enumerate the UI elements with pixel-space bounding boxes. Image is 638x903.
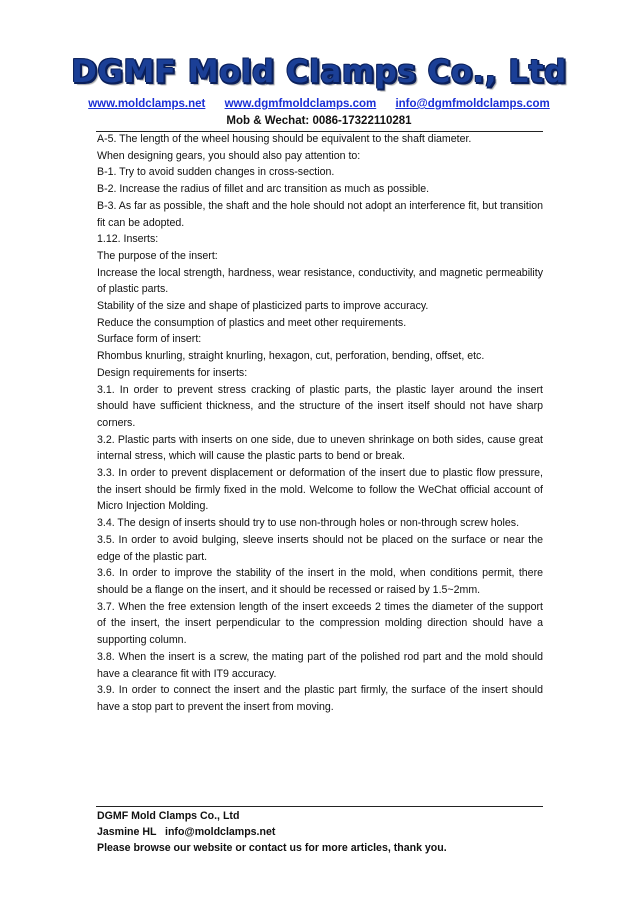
- email-link-info[interactable]: info@dgmfmoldclamps.com: [395, 98, 550, 110]
- page-footer: [97, 808, 543, 857]
- website-link-dgmfmoldclamps[interactable]: www.dgmfmoldclamps.com: [224, 98, 377, 110]
- article-body: [97, 131, 543, 716]
- footer-contact: [97, 824, 543, 840]
- paragraph: Increase the local strength, hardness, wear resistance, conductivity, and magnetic permeability of plastic parts.: [97, 266, 543, 296]
- footer-contact-name: Jasmine HL: [97, 826, 157, 839]
- paragraph: The purpose of the insert:: [97, 249, 218, 262]
- paragraph: 3.4. The design of inserts should try to use non-through holes or non-through screw holes.: [97, 517, 520, 530]
- footer-company: DGMF Mold Clamps Co., Ltd: [97, 810, 240, 822]
- paragraph: 3.5. In order to avoid bulging, sleeve inserts should not be placed on the surface or near the edge of the plastic part.: [97, 533, 543, 563]
- paragraph: 3.6. In order to improve the stability of the insert in the mold, when conditions permit, there should be a flange on the insert, and it should be recessed or raised by 1.5~2mm.: [97, 567, 543, 596]
- paragraph: 3.2. Plastic parts with inserts on one side, due to uneven shrinkage on both sides, cause great internal stress, which will cause the plastic parts to bend or break.: [97, 433, 543, 463]
- footer-contact-email: info@moldclamps.net: [165, 826, 276, 839]
- mob-wechat-line: Mob & Wechat: 0086-17322110281: [226, 115, 412, 127]
- paragraph: Design requirements for inserts:: [97, 366, 248, 379]
- paragraph: 3.8. When the insert is a screw, the mating part of the polished rod part and the mold should have a clearance fit with IT9 accuracy.: [97, 650, 543, 680]
- company-logo: DGMF Mold Clamps Co., Ltd: [71, 54, 567, 90]
- paragraph: Rhombus knurling, straight knurling, hexagon, cut, perforation, bending, offset, etc.: [97, 350, 485, 363]
- paragraph: B-3. As far as possible, the shaft and the hole should not adopt an interference fit, but transition fit can be adopted.: [97, 199, 543, 229]
- paragraph: 3.9. In order to connect the insert and the plastic part firmly, the surface of the insert should have a stop part to prevent the insert from moving.: [97, 684, 543, 713]
- paragraph: A-5. The length of the wheel housing should be equivalent to the shaft diameter.: [97, 133, 472, 145]
- header-links: [0, 98, 638, 110]
- paragraph: When designing gears, you should also pay attention to:: [97, 149, 361, 162]
- footer-note: Please browse our website or contact us for more articles, thank you.: [97, 842, 447, 855]
- paragraph: 3.1. In order to prevent stress cracking of plastic parts, the plastic layer around the insert should have sufficient thickness, and the structure of the insert itself should not have sharp corners.: [97, 383, 543, 429]
- paragraph: Stability of the size and shape of plasticized parts to improve accuracy.: [97, 300, 429, 313]
- paragraph: 3.7. When the free extension length of the insert exceeds 2 times the diameter of the support of the insert, the insert perpendicular to the compression molding direction should have a supporting column.: [97, 600, 543, 647]
- paragraph: 3.3. In order to prevent displacement or deformation of the insert due to plastic flow pressure, the insert should be firmly fixed in the mold. Welcome to follow the WeChat official account of Micro Injection Molding.: [97, 467, 543, 513]
- paragraph: Reduce the consumption of plastics and meet other requirements.: [97, 316, 407, 329]
- paragraph: B-1. Try to avoid sudden changes in cross-section.: [97, 166, 335, 179]
- footer-divider: [96, 806, 543, 807]
- paragraph: B-2. Increase the radius of fillet and arc transition as much as possible.: [97, 183, 430, 196]
- paragraph: Surface form of insert:: [97, 333, 202, 346]
- website-link-moldclamps[interactable]: www.moldclamps.net: [88, 98, 206, 110]
- section-heading: 1.12. Inserts:: [97, 233, 159, 246]
